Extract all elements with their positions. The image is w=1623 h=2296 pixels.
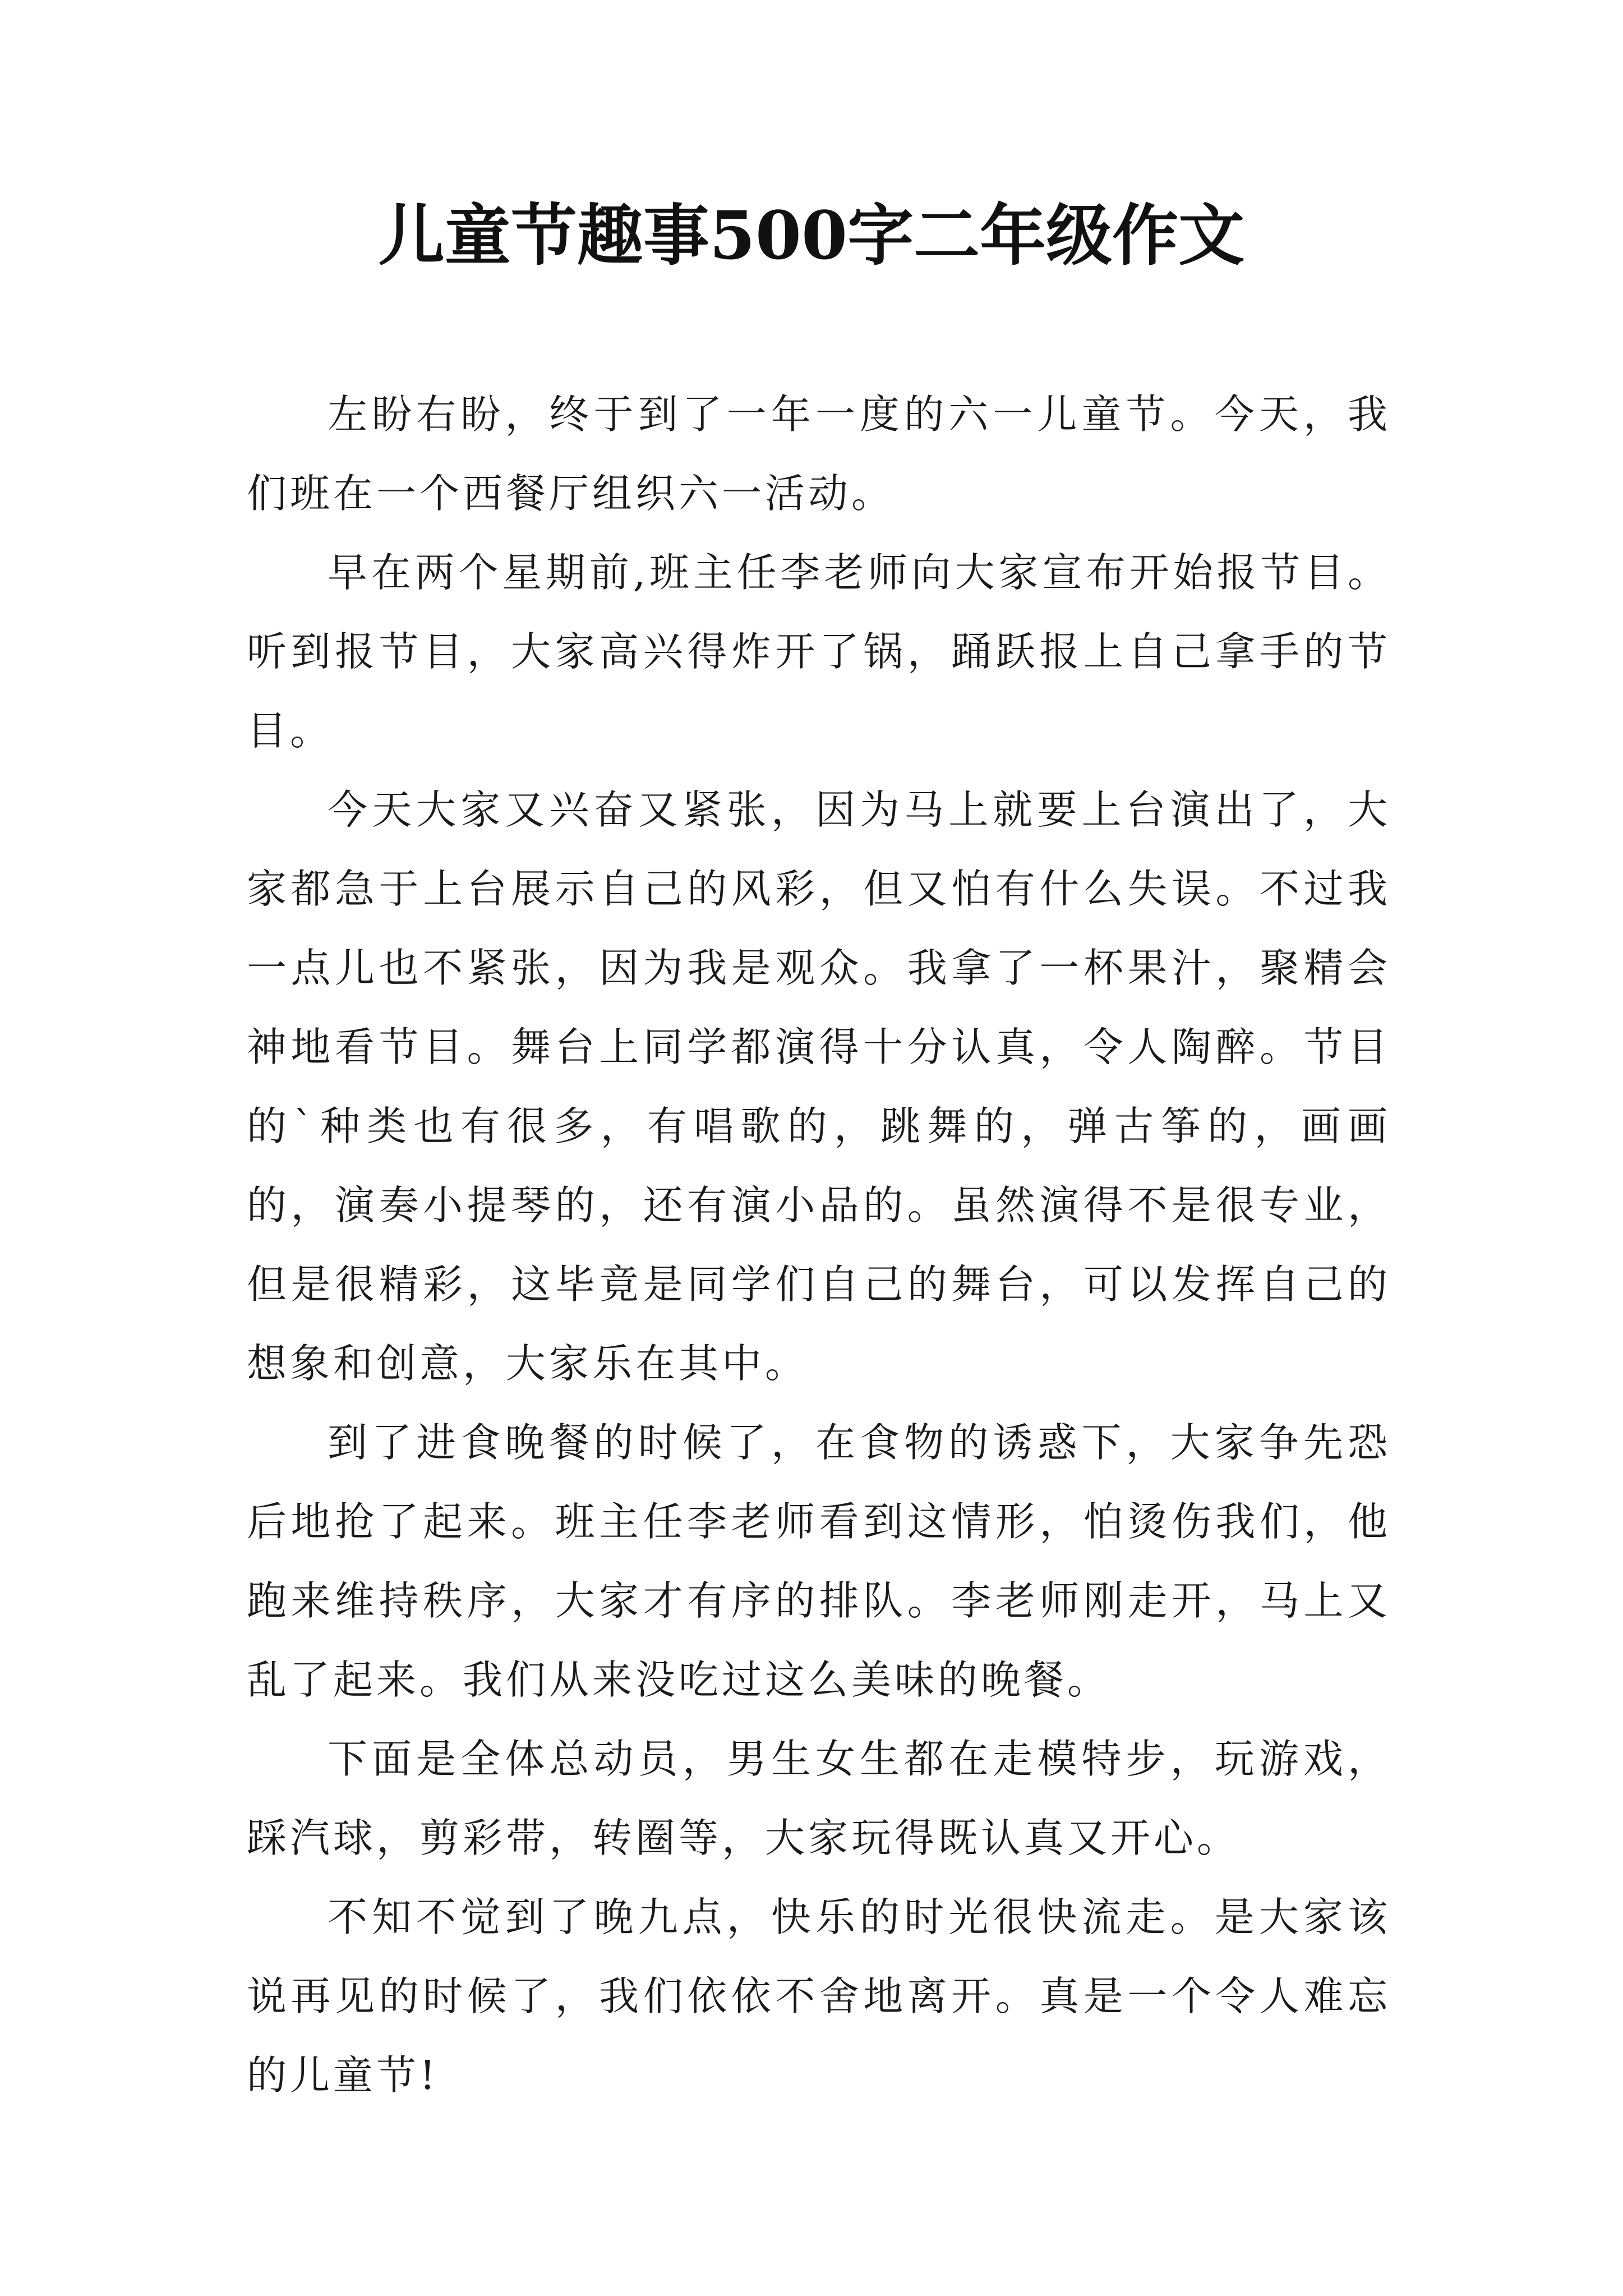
essay-body <box>247 375 1391 2115</box>
paragraph: 左盼右盼，终于到了一年一度的六一儿童节。今天，我们班在一个西餐厅组织六一活动。 <box>247 391 1391 517</box>
paragraph: 早在两个星期前,班主任李老师向大家宣布开始报节目。听到报节目，大家高兴得炸开了锅，踊跃报上自己拿手的节目。 <box>247 549 1391 754</box>
page-title: 儿童节趣事500字二年级作文 <box>378 196 1245 274</box>
paragraph: 下面是全体总动员，男生女生都在走模特步，玩游戏，踩汽球，剪彩带，转圈等，大家玩得既认真又开心。 <box>247 1736 1391 1861</box>
paragraph: 不知不觉到了晚九点，快乐的时光很快流走。是大家该说再见的时候了，我们依依不舍地离开。真是一个令人难忘的儿童节! <box>247 1894 1391 2099</box>
paragraph: 今天大家又兴奋又紧张，因为马上就要上台演出了，大家都急于上台展示自己的风彩，但又怕有什么失误。不过我一点儿也不紧张，因为我是观众。我拿了一杯果汁，聚精会神地看节目。舞台上同学都演得十分认真，令人陶醉。节目的`种类也有很多，有唱歌的，跳舞的，弹古筝的，画画的，演奏小提琴的，还有演小品的。虽然演得不是很专业，但是很精彩，这毕竟是同学们自己的舞台，可以发挥自己的想象和创意，大家乐在其中。 <box>247 786 1391 1387</box>
paragraph: 到了进食晚餐的时候了，在食物的诱惑下，大家争先恐后地抢了起来。班主任李老师看到这情形，怕烫伤我们，他跑来维持秩序，大家才有序的排队。李老师刚走开，马上又乱了起来。我们从来没吃过这么美味的晚餐。 <box>247 1419 1391 1703</box>
